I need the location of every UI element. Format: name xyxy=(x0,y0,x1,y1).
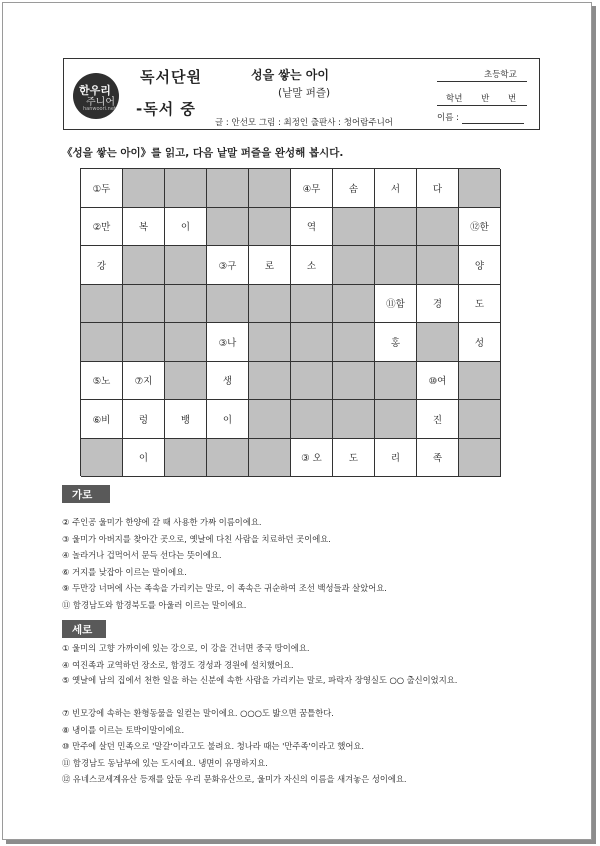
grid-cell[interactable]: 서 xyxy=(375,169,417,208)
grid-cell-blocked xyxy=(291,400,333,439)
down-section-label: 세로 xyxy=(62,620,106,638)
grid-cell-blocked xyxy=(123,169,165,208)
grid-cell[interactable]: ⑫한 xyxy=(459,208,501,247)
grid-cell-blocked xyxy=(165,246,207,285)
grid-cell[interactable]: ③ 오 xyxy=(291,439,333,478)
book-title: 성을 쌓는 아이 xyxy=(251,68,329,82)
grid-cell-blocked xyxy=(333,246,375,285)
grid-cell-blocked xyxy=(291,362,333,401)
down-clue: ⑦ 빈모강에 속하는 환형동물을 일컫는 말이에요. ○○○도 밟으면 꿈틀한다. xyxy=(62,708,334,718)
grid-cell-blocked xyxy=(291,285,333,324)
crossword-grid xyxy=(80,168,500,476)
across-section-label: 가로 xyxy=(62,485,110,503)
grid-cell-blocked xyxy=(81,439,123,478)
grid-cell-blocked xyxy=(333,285,375,324)
page-shadow-right xyxy=(592,6,596,842)
school-label: 초등학교 xyxy=(484,70,517,80)
down-clue: ⑤ 옛날에 남의 집에서 천한 일을 하는 신분에 속한 사람을 가리키는 말로, 파락자 장영실도 ○○ 출신이었지요. xyxy=(62,675,458,685)
book-credits: 글 : 안선모 그림 : 최정인 출판사 : 청어람주니어 xyxy=(215,118,394,128)
grid-cell-blocked xyxy=(207,285,249,324)
grade-line xyxy=(437,105,527,106)
grid-cell[interactable]: 이 xyxy=(165,208,207,247)
grid-cell[interactable]: ④무 xyxy=(291,169,333,208)
grid-cell-blocked xyxy=(417,208,459,247)
down-clue: ⑫ 유네스코세계유산 등재를 앞둔 우리 문화유산으로, 울미가 자신의 이름을 새겨놓은 성이에요. xyxy=(62,774,407,784)
grade-class-number: 학년 반 번 xyxy=(446,94,517,104)
grid-cell[interactable]: 소 xyxy=(291,246,333,285)
grid-cell[interactable]: 뱅 xyxy=(165,400,207,439)
grid-cell-blocked xyxy=(123,246,165,285)
grid-cell[interactable]: 렁 xyxy=(123,400,165,439)
grid-cell[interactable]: 홍 xyxy=(375,323,417,362)
grid-cell[interactable]: ③구 xyxy=(207,246,249,285)
grid-cell[interactable]: ⑪함 xyxy=(375,285,417,324)
down-clue: ⑪ 함경남도 동남부에 있는 도시예요. 냉면이 유명하지요. xyxy=(62,757,268,768)
grid-cell-blocked xyxy=(165,169,207,208)
across-clue: ⑨ 두만강 너머에 사는 족속을 가리키는 말로, 이 족속은 귀순하여 조선 백성들과 살았어요. xyxy=(62,583,387,593)
name-label: 이름 : xyxy=(437,113,459,123)
grid-cell-blocked xyxy=(249,285,291,324)
grid-cell-blocked xyxy=(459,362,501,401)
grid-cell[interactable]: ⑤노 xyxy=(81,362,123,401)
grid-cell-blocked xyxy=(165,439,207,478)
grid-cell[interactable]: 로 xyxy=(249,246,291,285)
page-shadow-bottom xyxy=(6,840,596,844)
grid-cell-blocked xyxy=(249,362,291,401)
grid-cell-blocked xyxy=(165,362,207,401)
grid-cell-blocked xyxy=(375,208,417,247)
grid-cell-blocked xyxy=(291,323,333,362)
grid-cell[interactable]: 강 xyxy=(81,246,123,285)
unit-subtitle: -독서 중 xyxy=(136,100,196,118)
logo-text-1: 한우리 xyxy=(79,84,111,97)
down-clue: ④ 여진족과 교역하던 장소로, 함경도 경성과 경원에 설치했어요. xyxy=(62,659,294,670)
grid-cell-blocked xyxy=(417,323,459,362)
grid-cell[interactable]: 도 xyxy=(333,439,375,478)
grid-cell[interactable]: 솜 xyxy=(333,169,375,208)
grid-cell-blocked xyxy=(459,400,501,439)
grid-cell[interactable]: 족 xyxy=(417,439,459,478)
grid-cell-blocked xyxy=(123,323,165,362)
grid-cell[interactable]: ①두 xyxy=(81,169,123,208)
grid-cell[interactable]: 리 xyxy=(375,439,417,478)
grid-cell-blocked xyxy=(249,169,291,208)
down-clue: ⑧ 냉이를 이르는 토박이말이에요. xyxy=(62,724,185,735)
grid-cell[interactable]: ⑦지 xyxy=(123,362,165,401)
across-clue: ⑥ 거지를 낮잡아 이르는 말이에요. xyxy=(62,566,187,577)
grid-cell[interactable]: 생 xyxy=(207,362,249,401)
grid-cell[interactable]: 이 xyxy=(123,439,165,478)
grid-cell-blocked xyxy=(459,169,501,208)
down-clue: ① 울미의 고향 가까이에 있는 강으로, 이 강을 건너면 중국 땅이에요. xyxy=(62,643,310,653)
grid-cell-blocked xyxy=(249,439,291,478)
grid-cell-blocked xyxy=(375,362,417,401)
grid-cell[interactable]: 경 xyxy=(417,285,459,324)
grid-cell-blocked xyxy=(249,323,291,362)
unit-name: 독서단원 xyxy=(140,68,202,86)
publisher-logo xyxy=(73,73,119,119)
grid-cell[interactable]: ⑥비 xyxy=(81,400,123,439)
name-line xyxy=(462,123,524,124)
grid-cell-blocked xyxy=(207,208,249,247)
across-clue: ③ 울미가 아버지를 찾아간 곳으로, 옛날에 다친 사람을 치료하던 곳이에요. xyxy=(62,533,331,544)
worksheet-subtitle: (낱말 퍼즐) xyxy=(278,87,331,99)
grid-cell[interactable]: ③나 xyxy=(207,323,249,362)
grid-cell-blocked xyxy=(165,323,207,362)
grid-cell[interactable]: 진 xyxy=(417,400,459,439)
grid-cell-blocked xyxy=(333,208,375,247)
grid-cell-blocked xyxy=(81,285,123,324)
grid-cell-blocked xyxy=(165,285,207,324)
grid-cell-blocked xyxy=(81,323,123,362)
logo-text-3: hanwoori.net xyxy=(83,106,116,112)
school-line xyxy=(437,81,527,82)
grid-cell-blocked xyxy=(375,400,417,439)
grid-cell-blocked xyxy=(207,169,249,208)
grid-cell-blocked xyxy=(333,362,375,401)
grid-cell-blocked xyxy=(249,400,291,439)
instruction: 《성을 쌓는 아이》를 읽고, 다음 낱말 퍼즐을 완성해 봅시다. xyxy=(62,147,344,159)
grid-cell[interactable]: 역 xyxy=(291,208,333,247)
grid-cell[interactable]: 성 xyxy=(459,323,501,362)
grid-cell-blocked xyxy=(459,439,501,478)
grid-cell[interactable]: 양 xyxy=(459,246,501,285)
across-clue: ② 주인공 울미가 한양에 갈 때 사용한 가짜 이름이에요. xyxy=(62,517,262,527)
grid-cell[interactable]: 도 xyxy=(459,285,501,324)
grid-cell-blocked xyxy=(375,246,417,285)
across-clue: ⑪ 함경남도와 함경북도를 아울러 이르는 말이에요. xyxy=(62,599,247,610)
grid-cell-blocked xyxy=(333,400,375,439)
grid-cell-blocked xyxy=(249,208,291,247)
across-clue: ④ 놀라거나 겁먹어서 문득 선다는 뜻이에요. xyxy=(62,550,222,560)
grid-cell-blocked xyxy=(123,285,165,324)
grid-cell[interactable]: ②만 xyxy=(81,208,123,247)
grid-cell[interactable]: ⑩여 xyxy=(417,362,459,401)
grid-cell[interactable]: 복 xyxy=(123,208,165,247)
grid-cell-blocked xyxy=(333,323,375,362)
grid-cell-blocked xyxy=(207,439,249,478)
grid-cell[interactable]: 이 xyxy=(207,400,249,439)
logo-text-2: 주니어 xyxy=(86,97,115,108)
grid-cell-blocked xyxy=(417,246,459,285)
grid-cell[interactable]: 다 xyxy=(417,169,459,208)
down-clue: ⑩ 만주에 살던 민족으로 '말갈'이라고도 불려요. 청나라 때는 '만주족'이라고 했어요. xyxy=(62,741,365,751)
